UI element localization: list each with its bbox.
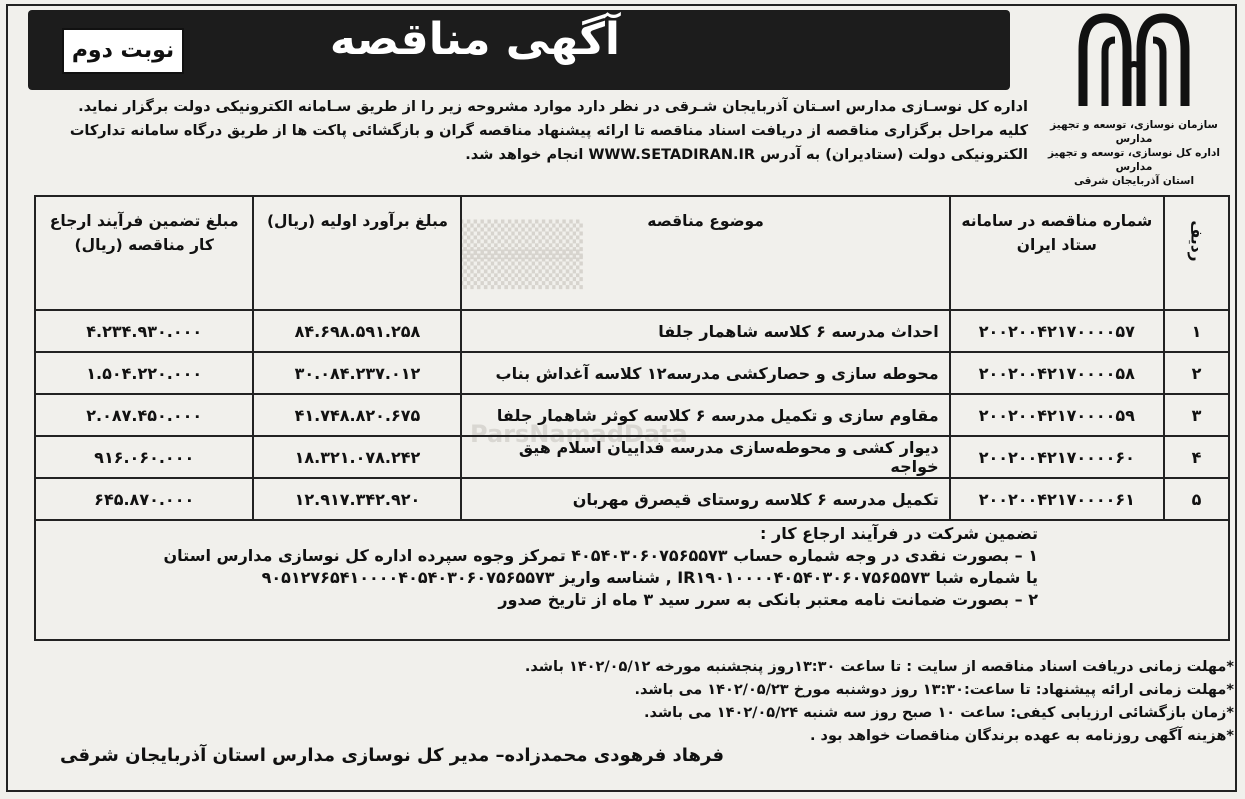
cell-subject: احداث مدرسه ۶ کلاسه شاهمار جلفا [461, 310, 949, 352]
table-header-row [35, 196, 1229, 310]
school-renovation-logo-icon [1075, 10, 1193, 110]
cell-tender-number: ۲۰۰۲۰۰۴۲۱۷۰۰۰۰۶۱ [950, 478, 1164, 520]
title-banner [28, 10, 1010, 90]
cell-tender-number: ۲۰۰۲۰۰۴۲۱۷۰۰۰۰۵۸ [950, 352, 1164, 394]
note-line: *زمان بازگشائی ارزیابی کیفی: ساعت ۱۰ صبح روز سه شنبه ۱۴۰۲/۰۵/۲۴ می باشد. [643, 705, 1234, 721]
cell-estimate: ۱۲.۹۱۷.۳۴۲.۹۲۰ [253, 478, 461, 520]
tender-table [34, 195, 1230, 521]
organization-logo [1030, 6, 1238, 206]
note-line: *مهلت زمانی ارائه پیشنهاد: تا ساعت:۱۳:۳۰ روز دوشنبه مورخ ۱۴۰۲/۰۵/۲۳ می باشد. [634, 682, 1234, 698]
table-row [35, 310, 1229, 352]
cell-row: ۳ [1164, 394, 1229, 436]
notice-title: آگهی مناقصه [329, 14, 620, 65]
cell-subject: محوطه سازی و حصارکشی مدرسه۱۲ کلاسه آغداش بناب [461, 352, 949, 394]
turn-label: نوبت دوم [62, 28, 184, 74]
intro-paragraph [28, 95, 1028, 167]
cell-subject: تکمیل مدرسه ۶ کلاسه روستای قیصرق مهربان [461, 478, 949, 520]
cell-estimate: ۳۰.۰۸۴.۲۳۷.۰۱۲ [253, 352, 461, 394]
guarantee-item-sheba: یا شماره شبا IR۱۹۰۱۰۰۰۰۴۰۵۴۰۳۰۶۰۷۵۶۵۵۷۳ , شناسه واریز ۹۰۵۱۲۷۶۵۴۱۰۰۰۰۴۰۵۴۰۳۰۶۰۷۵۶۵۵۷۳ [261, 568, 1038, 587]
header-estimate: مبلغ برآورد اولیه (ریال) [253, 196, 461, 310]
signature: فرهاد فرهودی محمدزاده– مدیر کل نوسازی مدارس استان آذربایجان شرقی [59, 745, 724, 766]
cell-guarantee: ۲.۰۸۷.۴۵۰.۰۰۰ [35, 394, 253, 436]
watermark: ParsNamadData [470, 420, 688, 448]
cell-tender-number: ۲۰۰۲۰۰۴۲۱۷۰۰۰۰۶۰ [950, 436, 1164, 478]
logo-text-line2: اداره کل نوسازی، توسعه و تجهیز مدارس [1048, 147, 1220, 173]
logo-text-line3: استان آذربایجان شرقی [1073, 175, 1195, 187]
guarantee-item-bank: ۲ – بصورت ضمانت نامه معتبر بانکی به سرر سید ۳ ماه از تاریخ صدور [498, 590, 1038, 609]
cell-guarantee: ۱.۵۰۴.۲۲۰.۰۰۰ [35, 352, 253, 394]
cell-tender-number: ۲۰۰۲۰۰۴۲۱۷۰۰۰۰۵۷ [950, 310, 1164, 352]
table-row [35, 436, 1229, 478]
header-row-number: ردیف [1164, 196, 1229, 310]
intro-line: اداره کل نوسـازی مدارس اسـتان آذربایجان شـرقی در نظر دارد موارد مشروحه زیر را از طریق سـامانه الکترونیکی دولت برگزار نماید. [78, 99, 1028, 115]
cell-row: ۲ [1164, 352, 1229, 394]
cell-guarantee: ۶۴۵.۸۷۰.۰۰۰ [35, 478, 253, 520]
guarantee-section [34, 511, 1230, 641]
intro-line: الکترونیکی دولت (ستادیران) به آدرس WWW.SETADIRAN.IR انجام خواهد شد. [465, 147, 1028, 163]
guarantee-item-cash: ۱ – بصورت نقدی در وجه شماره حساب ۴۰۵۴۰۳۰۶۰۷۵۶۵۵۷۳ تمرکز وجوه سپرده اداره کل نوسازی مدارس استان [163, 546, 1038, 565]
logo-text-line1: سازمان نوسازی، توسعه و تجهیز مدارس [1050, 119, 1218, 145]
cell-guarantee: ۹۱۶.۰۶۰.۰۰۰ [35, 436, 253, 478]
background-digits-decoration: ▒▒▒▒▒▒ ▒▒▒▒▒▒ [460, 220, 583, 290]
note-line: *مهلت زمانی دریافت اسناد مناقصه از سایت : تا ساعت ۱۳:۳۰روز پنجشنبه مورخه ۱۴۰۲/۰۵/۱۲ باشد. [524, 659, 1234, 675]
cell-estimate: ۴۱.۷۴۸.۸۲۰.۶۷۵ [253, 394, 461, 436]
cell-estimate: ۱۸.۳۲۱.۰۷۸.۲۴۲ [253, 436, 461, 478]
header-guarantee: مبلغ تضمین فرآیند ارجاع کار مناقصه (ریال) [35, 196, 253, 310]
cell-row: ۴ [1164, 436, 1229, 478]
intro-line: کلیه مراحل برگزاری مناقصه از دریافت اسناد مناقصه تا ارائه پیشنهاد مناقصه گران و بازگشائی پاکت ها از طریق درگاه سامانه تدارکات [69, 123, 1028, 139]
cell-guarantee: ۴.۲۳۴.۹۳۰.۰۰۰ [35, 310, 253, 352]
guarantee-title: تضمین شرکت در فرآیند ارجاع کار : [760, 524, 1038, 543]
header-tender-number: شماره مناقصه در سامانه ستاد ایران [950, 196, 1164, 310]
cell-row: ۵ [1164, 478, 1229, 520]
notes-section [28, 656, 1234, 748]
header-subject: موضوع مناقصه [461, 196, 949, 310]
cell-subject: دیوار کشی و محوطه‌سازی مدرسه فداییان اسلام هیق خواجه [461, 436, 949, 478]
note-line: *هزینه آگهی روزنامه به عهده برندگان مناقصات خواهد بود . [809, 728, 1234, 744]
cell-estimate: ۸۴.۶۹۸.۵۹۱.۲۵۸ [253, 310, 461, 352]
table-row [35, 352, 1229, 394]
cell-subject: مقاوم سازی و تکمیل مدرسه ۶ کلاسه کوثر شاهمار جلفا [461, 394, 949, 436]
cell-row: ۱ [1164, 310, 1229, 352]
table-row [35, 394, 1229, 436]
cell-tender-number: ۲۰۰۲۰۰۴۲۱۷۰۰۰۰۵۹ [950, 394, 1164, 436]
